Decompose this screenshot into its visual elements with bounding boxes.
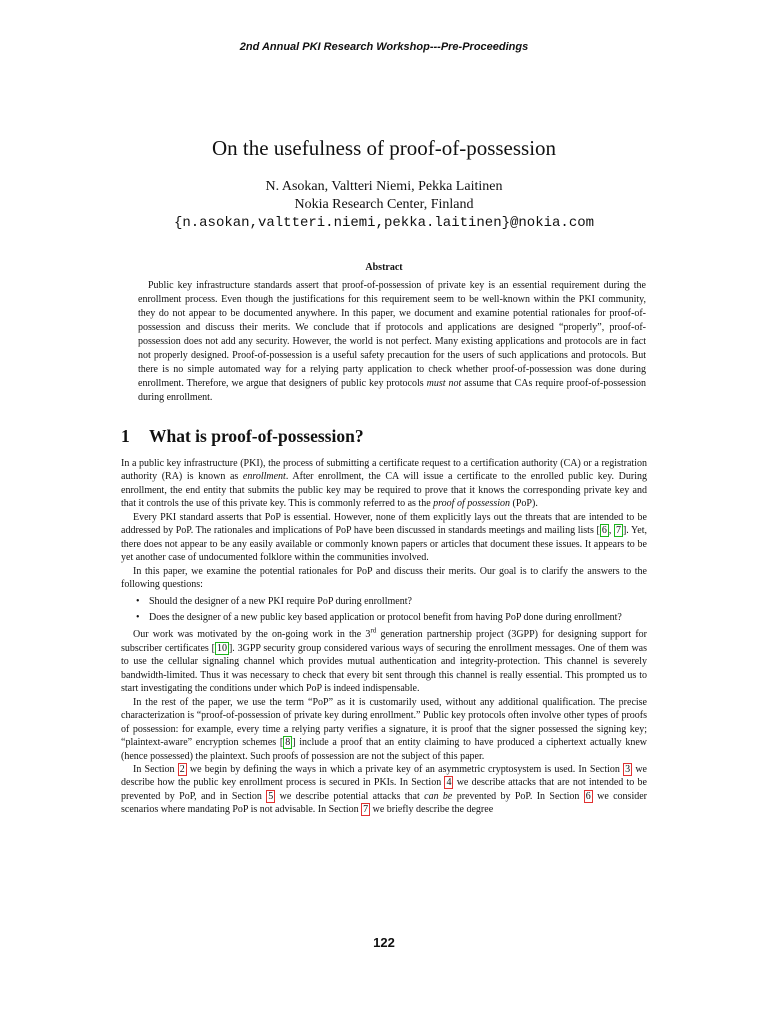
text: we describe potential attacks that [275, 790, 425, 802]
section-body [121, 457, 647, 817]
citation-link[interactable]: 6 [601, 525, 607, 537]
paragraph-4 [121, 628, 647, 695]
superscript: rd [370, 627, 377, 636]
section-link[interactable]: 5 [268, 790, 274, 802]
running-header: 2nd Annual PKI Research Workshop---Pre-Proceedings [239, 41, 529, 53]
text: (PoP). [510, 498, 538, 510]
section-link[interactable]: 3 [625, 763, 631, 775]
text: we begin by defining the ways in which a private key of an asymmetric cryptosystem is used. In Section [186, 763, 624, 775]
abstract-text-end: assume that CAs require proof-of-possession during enrollment. [138, 378, 647, 403]
text: we describe attacks that are not intended to be prevented by PoP, and in Section [121, 777, 647, 802]
list-item: • Does the designer of a new public key based application or protocol benefit from having PoP done during enrollment? [149, 611, 647, 624]
text: , [608, 525, 614, 537]
text: we briefly describe the degree [370, 804, 494, 816]
abstract-heading: Abstract [365, 262, 403, 273]
author-block [0, 178, 768, 232]
paragraph-1 [121, 457, 647, 511]
paragraph-6 [121, 763, 647, 817]
paragraph-3: In this paper, we examine the potential rationales for PoP and discuss their merits. Our goal is to clarify the answers to the following questions: [121, 565, 647, 591]
question-list [121, 595, 647, 625]
section-link[interactable]: 4 [446, 777, 452, 789]
section-link[interactable]: 2 [179, 763, 185, 775]
text: In Section [133, 763, 178, 775]
author-affiliation: Nokia Research Center, Finland [294, 197, 474, 212]
text: we consider scenarios where mandating PoP is not advisable. In Section [121, 790, 647, 816]
text: generation partnership project (3GPP) for designing support for subscriber certificates [ [121, 629, 647, 654]
emphasis: proof of possession [433, 498, 511, 510]
text: ]. Yet, there does not appear to be any easily available or commonly known papers or articles that document these issues. It appears to be yet another case of undocumented folklore within the communities involved. [121, 525, 647, 564]
section-number: 1 [121, 426, 130, 446]
section-heading [121, 426, 364, 447]
text: ] include a proof that an entity claiming to have produced a ciphertext actually knew (hence possessed) the plaintext. Such proofs of possession are not the subject of this paper. [121, 737, 647, 762]
citation-link[interactable]: 8 [285, 737, 291, 749]
text: we describe how the public key enrollment process is secured in PKIs. In Section [121, 763, 648, 789]
text: prevented by PoP. In Section [452, 790, 584, 802]
abstract-emphasis: must not [426, 378, 462, 389]
citation-link[interactable]: 7 [615, 525, 621, 537]
paragraph-5 [121, 696, 647, 763]
section-link[interactable]: 7 [363, 804, 369, 816]
text: Every PKI standard asserts that PoP is essential. However, none of them explicitly lays out the threats that are intended to be addressed by PoP. The rationales and implications of PoP have been discussed in standards meetings and mailing lists [ [121, 511, 647, 537]
author-names: N. Asokan, Valtteri Niemi, Pekka Laitinen [265, 179, 503, 194]
emphasis: enrollment [242, 471, 286, 483]
list-item: • Should the designer of a new PKI require PoP during enrollment? [149, 595, 647, 608]
emphasis: can be [424, 790, 453, 802]
abstract-text: Public key infrastructure standards assert that proof-of-possession of private key is an essential requirement during the enrollment process. Even though the justifications for this requirement seem to be well-known within the PKI community, they do not appear to be documented anywhere. In this paper, we document and examine potential rationales for proof-of-possession and discuss their merits. We conclude that if protocols and applications are designed “properly”, proof-of-possession does not add any security. However, the world is not perfect. Many existing applications and protocols are in fact not properly designed. Proof-of-possession is a useful safety precaution for the users of such applications and protocols. But there is no simple automated way for a relying party application to check whether proof-of-possession was done during enrollment. Therefore, we argue that designers of public key protocols [138, 280, 646, 389]
author-email[interactable]: {n.asokan,valtteri.niemi,pekka.laitinen}@nokia.com [173, 215, 595, 231]
page-number: 122 [373, 935, 395, 950]
text: Our work was motivated by the on-going work in the 3 [133, 629, 371, 641]
text: In the rest of the paper, we use the term “PoP” as it is customarily used, without any additional qualification. The precise characterization is “proof-of-possession of private key during enrollment.” Public key protocols often involve other types of proofs of possession: for example, every time a relying party verifies a signature, it is proof that the signer possessed the signing key; “plaintext-aware” encryption schemes [ [121, 696, 647, 749]
section-link[interactable]: 6 [585, 790, 591, 802]
text: . After enrollment, the CA will issue a certificate to the enrolled public key. During enrollment, the end entity that submits the public key may be required to prove that it knows the corresponding private key and that it controls the use of this private key. This is commonly referred to as the [121, 471, 647, 510]
text: In a public key infrastructure (PKI), the process of submitting a certificate request to a certification authority (CA) or a registration authority (RA) is known as [121, 458, 647, 483]
text: ]. 3GPP security group considered various ways of securing the enrollment messages. One of them was to use the cellular signaling channel which provides mutual authentication and integrity-protection. This channel is severely bandwidth-limited. Thus it was necessary to check that every bit sent through this channel is really essential. This prompted us to start investigating the conditions under which PoP is indeed indispensable. [121, 642, 647, 695]
paper-title: On the usefulness of proof-of-possession [211, 136, 557, 160]
section-title: What is proof-of-possession? [149, 426, 364, 446]
abstract-body [138, 279, 646, 405]
paragraph-2 [121, 511, 647, 565]
citation-link[interactable]: 10 [216, 642, 227, 654]
